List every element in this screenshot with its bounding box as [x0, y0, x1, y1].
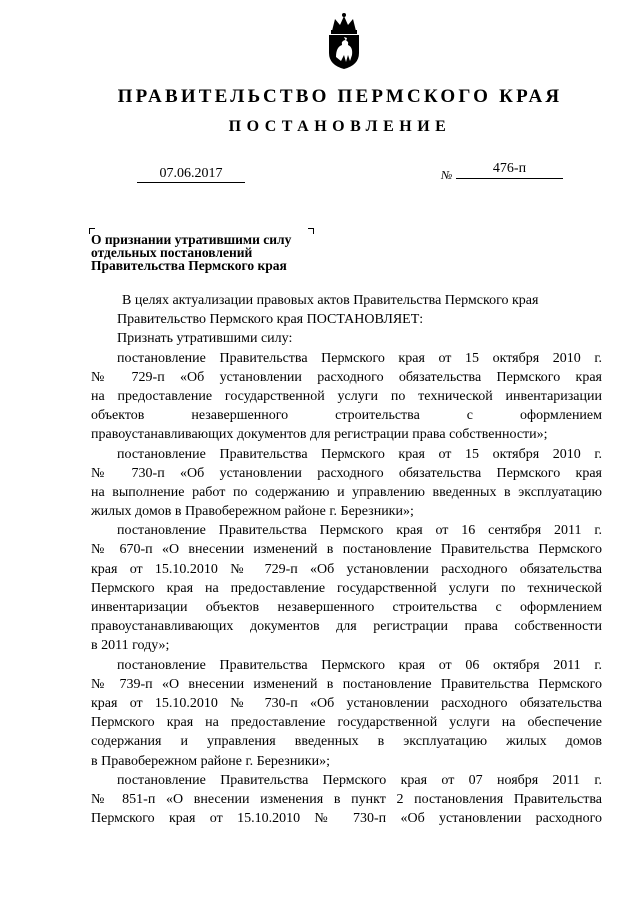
- body-line: на выполнение работ по содержанию и управлению введенных в эксплуатацию: [91, 484, 602, 500]
- body-line: Пермского края на предоставление государственной услуги на обеспечение: [91, 715, 602, 731]
- body-line: края от 15.10.2010 № 729-п «Об установлении расходного обязательства: [91, 561, 602, 577]
- body-line: В целях актуализации правовых актов Правительства Пермского края: [122, 293, 539, 308]
- body-line: постановление Правительства Пермского края от 16 сентября 2011 г.: [117, 523, 602, 539]
- body-line: постановление Правительства Пермского края от 15 октября 2010 г.: [117, 446, 602, 462]
- body-line: постановление Правительства Пермского края от 06 октября 2011 г.: [117, 657, 602, 673]
- document-type: ПОСТАНОВЛЕНИЕ: [228, 118, 452, 135]
- body-line: в Правобережном районе г. Березники»;: [91, 753, 330, 769]
- body-line: края от 15.10.2010 № 730-п «Об установлении расходного обязательства: [91, 695, 602, 711]
- government-title: ПРАВИТЕЛЬСТВО ПЕРМСКОГО КРАЯ: [117, 86, 563, 107]
- body-line: Признать утратившими силу:: [117, 331, 293, 347]
- subject-line: отдельных постановлений: [91, 245, 253, 260]
- body-line: постановление Правительства Пермского края от 07 ноября 2011 г.: [117, 772, 602, 788]
- subject-line: О признании утратившими силу: [91, 232, 292, 247]
- body-line: правоустанавливающих документов для регистрации права собственности»;: [91, 427, 548, 443]
- body-line: объектов незавершенного строительства с оформлением: [91, 408, 602, 424]
- body-line: Пермского края от 15.10.2010 № 730-п «Об установлении расходного: [91, 811, 602, 827]
- subject-line: Правительства Пермского края: [91, 258, 287, 273]
- body-line: № 851-п «О внесении изменения в пункт 2 постановления Правительства: [91, 791, 602, 807]
- body-line: на предоставление государственной услуги по технической инвентаризации: [91, 388, 602, 404]
- document-body: [91, 291, 602, 828]
- body-line: № 739-п «О внесении изменений в постановление Правительства Пермского: [91, 676, 602, 692]
- body-line: постановление Правительства Пермского края от 15 октября 2010 г.: [117, 350, 602, 366]
- body-line: № 670-п «О внесении изменений в постановление Правительства Пермского: [91, 542, 602, 558]
- body-line: Пермского края на предоставление государственной услуги по технической: [91, 580, 602, 596]
- document-date: 07.06.2017: [137, 165, 245, 183]
- coat-of-arms-icon: [322, 11, 366, 71]
- body-line: содержания и управления введенных в эксплуатацию жилых домов: [91, 734, 602, 750]
- document-number: 476-п: [456, 160, 563, 179]
- body-line: правоустанавливающих документов для регистрации права собственности: [91, 619, 602, 635]
- body-line: № 729-п «Об установлении расходного обязательства Пермского края: [91, 369, 602, 385]
- body-line: № 730-п «Об установлении расходного обязательства Пермского края: [91, 465, 602, 481]
- document-subject: [91, 233, 331, 272]
- body-line: инвентаризации объектов незавершенного строительства с оформлением: [91, 600, 602, 615]
- body-line: в 2011 году»;: [91, 638, 170, 654]
- body-line: жилых домов в Правобережном районе г. Березники»;: [91, 504, 414, 520]
- body-line: Правительство Пермского края ПОСТАНОВЛЯЕТ:: [117, 312, 424, 328]
- number-label: №: [441, 168, 453, 182]
